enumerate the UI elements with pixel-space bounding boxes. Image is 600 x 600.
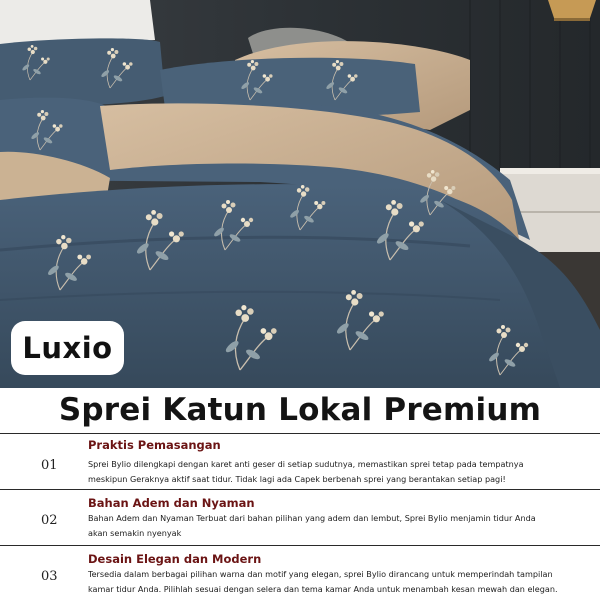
feature-description-line: Tersedia dalam berbagai pilihan warna dan motif yang elegan, sprei Bylio dirancang untuk memperindah tampilan <box>88 569 553 579</box>
feature-list <box>0 433 600 600</box>
feature-description-line: akan semakin nyenyak <box>88 528 182 538</box>
feature-description-line: Bahan Adem dan Nyaman Terbuat dari bahan pilihan yang adem dan lembut, Sprei Bylio menjamin tidur Anda <box>88 513 536 523</box>
headline <box>0 388 600 432</box>
feature-number: 03 <box>41 569 58 584</box>
feature-title: Bahan Adem dan Nyaman <box>88 496 255 510</box>
feature-item <box>0 545 600 600</box>
feature-description <box>88 457 588 487</box>
feature-description-line: Sprei Bylio dilengkapi dengan karet anti geser di setiap sudutnya, memastikan sprei tetap pada tempatnya <box>88 459 524 469</box>
feature-description <box>88 567 588 597</box>
feature-title: Praktis Pemasangan <box>88 438 221 452</box>
brand-badge <box>11 321 124 375</box>
feature-item <box>0 489 600 545</box>
feature-item <box>0 433 600 489</box>
feature-title: Desain Elegan dan Modern <box>88 552 262 566</box>
feature-number: 01 <box>41 458 58 473</box>
headline-text: Sprei Katun Lokal Premium <box>58 392 542 428</box>
feature-description <box>88 511 588 541</box>
feature-description-line: kamar tidur Anda. Pilihlah sesuai dengan selera dan tema kamar Anda untuk menambah kesan mewah dan elegan. <box>88 584 558 594</box>
feature-number: 02 <box>41 513 58 528</box>
brand-label: Luxio <box>22 331 113 365</box>
feature-description-line: meskipun Geraknya aktif saat tidur. Tidak lagi ada Capek berbenah sprei yang berantakan setiap pagi! <box>88 474 506 484</box>
